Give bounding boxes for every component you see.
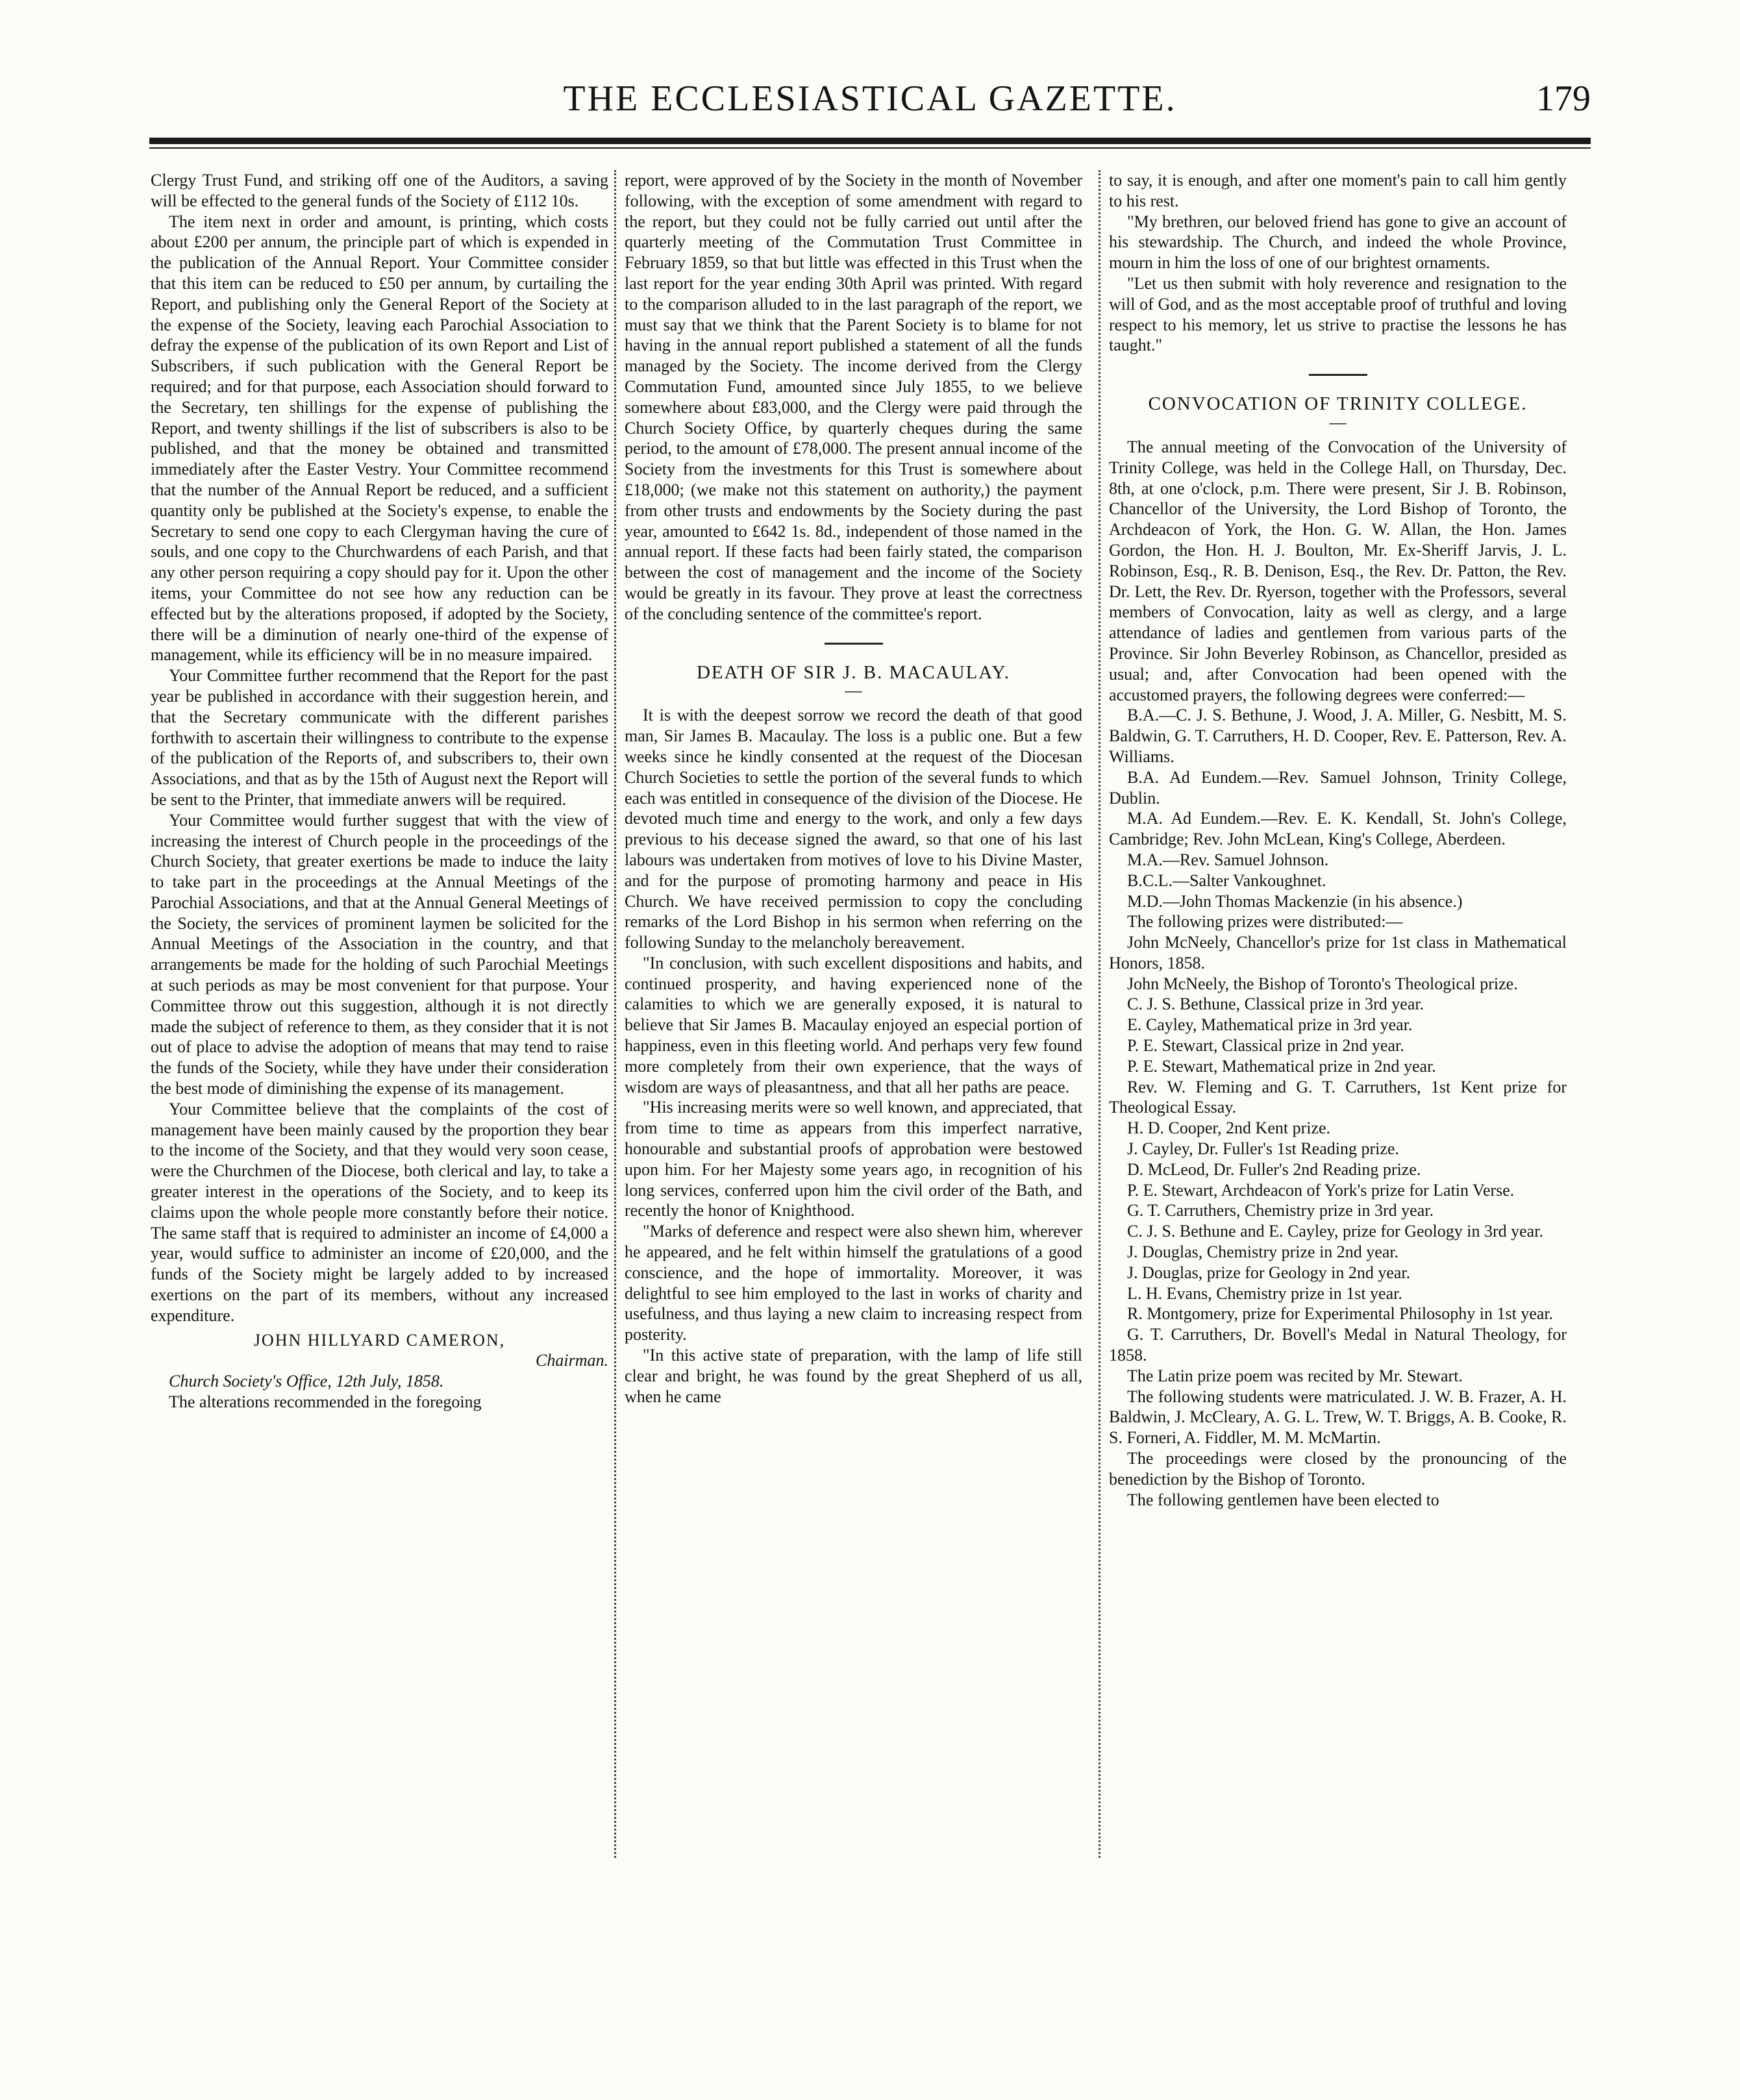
section-divider [825,643,883,645]
degree-item: B.C.L.—Salter Vankoughnet. [1127,871,1326,890]
degree-item: M.A. Ad Eundem.—Rev. E. K. Kendall, St. John's College, Cambridge; Rev. John McLean, King's College, Aberdeen. [1109,809,1567,849]
paragraph: Your Committee further recommend that the Report for the past year be published in accordance with their suggestion herein, and that the Secretary communicate with the different parishes forthwith to ascertain their willingness to contribute to the expense of the publication of the Reports of, and subscribers to, their own Associations, and that as by the 15th of August next the Report will be sent to the Printer, that immediate anwers will be required. [151,666,608,809]
degree-item: B.A. Ad Eundem.—Rev. Samuel Johnson, Trinity College, Dublin. [1109,767,1567,808]
paragraph: The following students were matriculated. J. W. B. Frazer, A. H. Baldwin, J. McCleary, A. G. L. Trew, W. T. Briggs, A. B. Cooke, R. S. Forneri, A. Fiddler, M. M. McMartin. [1109,1387,1567,1448]
degree-item: M.D.—John Thomas Mackenzie (in his absence.) [1127,891,1463,911]
paragraph: Your Committee believe that the complaints of the cost of management have been mainly caused by the proportion they bear to the income of the Society, and that they would very soon cease, were the Churchmen of the Diocese, both clerical and lay, to take a greater interest in the operations of the Society, and to keep its claims upon the whole people more constantly before their notice. The same staff that is required to administer an income of £4,000 a year, would suffice to administer an income of £20,000, and the funds of the Society might be largely added to by increased exertions on the part of its members, without any increased expenditure. [151,1099,608,1325]
prize-item: J. Douglas, prize for Geology in 2nd year. [1127,1263,1411,1282]
prize-item: John McNeely, Chancellor's prize for 1st class in Mathematical Honors, 1858. [1109,933,1567,972]
column-divider [614,170,616,1858]
prize-item: R. Montgomery, prize for Experimental Philosophy in 1st year. [1127,1304,1554,1324]
prize-item: J. Cayley, Dr. Fuller's 1st Reading prize. [1127,1139,1399,1159]
signature-office: Church Society's Office, 12th July, 1858. [169,1372,444,1391]
paragraph: The alterations recommended in the foregoing [169,1392,482,1412]
signature-name: JOHN HILLYARD CAMERON, [253,1330,506,1350]
paragraph: "Marks of deference and respect were also shewn him, wherever he appeared, and he felt within himself the gratulations of a good conscience, and the hope of immortality. Moreover, it was delightful to see him employed to the last in works of charity and usefulness, and thus laying a new claim to increasing respect from posterity. [625,1222,1082,1344]
paragraph: report, were approved of by the Society in the month of November following, with the exception of some amendment with regard to the report, but they could not be fully carried out until after the quarterly meeting of the Commutation Trust Committee in February 1859, so that but little was effected in this Trust when the last report for the year ending 30th April was printed. With regard to the comparison alluded to in the last paragraph of the report, we must say that we think that the Parent Society is to blame for not having in the annual report published a statement of all the funds managed by the Society. The income derived from the Clergy Commutation Fund, amounted since July 1855, to we believe somewhere about £83,000, and the Clergy were paid through the Church Society Office, by quarterly cheques during the same period, to the amount of £78,000. The present annual income of the Society from the investments for this Trust is somewhere about £18,000; (we make not this statement on authority,) the payment from other trusts and endowments by the Society during the past year, amounted to £642 1s. 8d., independent of those named in the annual report. If these facts had been fairly stated, the comparison between the cost of management and the income of the Society would be greatly in its favour. They prove at least the correctness of the concluding sentence of the committee's report. [625,171,1082,623]
column-divider [1099,170,1100,1858]
paragraph: The following gentlemen have been elected to [1127,1490,1439,1509]
prize-item: C. J. S. Bethune and E. Cayley, prize for Geology in 3rd year. [1127,1222,1543,1241]
prize-item: J. Douglas, Chemistry prize in 2nd year. [1127,1242,1399,1262]
degree-item: M.A.—Rev. Samuel Johnson. [1127,850,1329,869]
column-1 [151,170,608,1858]
heading-dash: — [845,681,862,700]
prize-item: L. H. Evans, Chemistry prize in 1st year. [1127,1283,1402,1303]
prize-item: D. McLeod, Dr. Fuller's 2nd Reading prize. [1127,1159,1421,1179]
paragraph: Your Committee would further suggest that with the view of increasing the interest of Church people in the proceedings of the Church Society, that greater exertions be made to induce the laity to take part in the proceedings at the Annual Meetings of the Parochial Associations, and that at the Annual General Meetings of the Society, the services of prominent laymen be solicited for the Annual Meetings of the Association in the country, and that arrangements be made for the holding of such Parochial Meetings at such periods as may be most convenient for that purpose. Your Committee throw out this suggestion, although it is not directly made the subject of reference to them, as they consider that it is not out of place to advise the adoption of means that may tend to raise the funds of the Society, while they have under their consideration the best mode of diminishing the expense of its management. [151,810,608,1098]
prize-list [1109,932,1567,1387]
section-heading: CONVOCATION OF TRINITY COLLEGE. [1148,393,1528,415]
prize-item: John McNeely, the Bishop of Toronto's Theological prize. [1127,974,1518,993]
paragraph: The proceedings were closed by the pronouncing of the benediction by the Bishop of Toronto. [1109,1449,1567,1489]
running-title: THE ECCLESIASTICAL GAZETTE. [563,79,1177,119]
prize-item: H. D. Cooper, 2nd Kent prize. [1127,1118,1331,1138]
page-header [149,78,1591,130]
paragraph: "My brethren, our beloved friend has gone to give an account of his stewardship. The Church, and indeed the whole Province, mourn in him the loss of one of our brightest ornaments. [1109,212,1567,273]
paragraph: "His increasing merits were so well known, and appreciated, that from time to time as appears from this imperfect narrative, honourable and substantial proofs of approbation were bestowed upon him. For her Majesty some years ago, in recognition of his long services, conferred upon him the civil order of the Bath, and recently the honor of Knighthood. [625,1098,1082,1220]
paragraph: The item next in order and amount, is printing, which costs about £200 per annum, the principle part of which is expended in the publication of the Annual Report. Your Committee consider that this item can be reduced to £50 per annum, by curtailing the Report, and publishing only the General Report of the Society at the expense of the Society, leaving each Parochial Association to defray the expense of the publication of its own Report and List of Subscribers, if such publication with the General Report be required; and for that purpose, each Association should forward to the Secretary, ten shillings for the expense of publishing the Report, and twenty shillings if the list of subscribers is also to be published, and that the money be obtained and transmitted immediately after the Easter Vestry. Your Committee recommend that the number of the Annual Report be reduced, and a sufficient quantity only be published at the Society's expense, to enable the Secretary to send one copy to each Clergyman having the cure of souls, and one copy to the Churchwardens of each Parish, and that any other person requiring a copy should pay for it. Upon the other items, your Committee do not see how any reduction can be effected but by the alterations proposed, if adopted by the Society, there will be a diminution of nearly one-third of the expense of management, while its efficiency will be in no measure impaired. [151,212,608,665]
header-rule-thick [149,138,1591,144]
prize-item: G. T. Carruthers, Dr. Bovell's Medal in Natural Theology, for 1858. [1109,1325,1567,1365]
degree-item: B.A.—C. J. S. Bethune, J. Wood, J. A. Miller, G. Nesbitt, M. S. Baldwin, G. T. Carruthers, H. D. Cooper, Rev. E. Patterson, Rev. A. Williams. [1109,706,1567,766]
section-divider [1309,374,1367,376]
page-number: 179 [1536,79,1591,119]
prize-item: C. J. S. Bethune, Classical prize in 3rd year. [1127,994,1424,1014]
paragraph: to say, it is enough, and after one moment's pain to call him gently to his rest. [1109,171,1567,210]
signature-role: Chairman. [536,1351,608,1370]
section-heading: DEATH OF SIR J. B. MACAULAY. [696,661,1011,683]
header-rule-thin [149,147,1591,149]
paragraph: Clergy Trust Fund, and striking off one of the Auditors, a saving will be effected to the general funds of the Society of £112 10s. [151,171,608,210]
paragraph: "In conclusion, with such excellent dispositions and habits, and continued prosperity, and having experienced none of the calamities to which we are generally exposed, it is natural to believe that Sir James B. Macaulay enjoyed an especial portion of happiness, even in this fleeting world. And perhaps very few found more completely from their own experience, that the ways of wisdom are ways of pleasantness, and that all her paths are peace. [625,953,1082,1096]
paragraph: "Let us then submit with holy reverence and resignation to the will of God, and as the most acceptable proof of truthful and loving respect to his memory, let us strive to practise the lessons he has taught." [1109,273,1567,355]
paragraph: The annual meeting of the Convocation of the University of Trinity College, was held in the College Hall, on Thursday, Dec. 8th, at one o'clock, p.m. There were present, Sir J. B. Robinson, Chancellor of the University, the Lord Bishop of Toronto, the Archdeacon of York, the Hon. G. W. Allan, the Hon. James Gordon, the Hon. H. J. Boulton, Mr. Ex-Sheriff Jarvis, J. L. Robinson, Esq., R. B. Denison, Esq., the Rev. Dr. Patton, the Rev. Dr. Lett, the Rev. Dr. Ryerson, together with the Professors, several members of Convocation, laity as well as clergy, and a large attendance of ladies and gentlemen from various parts of the Province. Sir John Beverley Robinson, as Chancellor, presided as usual; and, after Convocation had been opened with the accustomed prayers, the following degrees were conferred:— [1109,437,1567,704]
column-2 [625,170,1082,1858]
prize-item: P. E. Stewart, Mathematical prize in 2nd year. [1127,1056,1436,1076]
paragraph: It is with the deepest sorrow we record the death of that good man, Sir James B. Macaulay. The loss is a public one. But a few weeks since he kindly consented at the request of the Diocesan Church Societies to settle the portion of the several funds to which each was entitled in consequence of the division of the Diocese. He devoted much time and energy to the work, and only a few days previous to his decease signed the award, so that one of his last labours was undertaken from motives of love to his Divine Master, and for the purpose of promoting harmony and peace in His Church. We have received permission to copy the concluding remarks of the Lord Bishop in his sermon when referring on the following Sunday to the melancholy bereavement. [625,706,1082,952]
prize-item: Rev. W. Fleming and G. T. Carruthers, 1st Kent prize for Theological Essay. [1109,1077,1567,1117]
column-3 [1109,170,1567,1858]
paragraph: The following prizes were distributed:— [1127,912,1403,932]
prize-item: E. Cayley, Mathematical prize in 3rd year. [1127,1015,1413,1035]
prize-item: The Latin prize poem was recited by Mr. Stewart. [1127,1366,1463,1385]
prize-item: P. E. Stewart, Archdeacon of York's prize for Latin Verse. [1127,1180,1515,1200]
prize-item: G. T. Carruthers, Chemistry prize in 3rd year. [1127,1201,1434,1220]
heading-dash: — [1329,412,1347,432]
prize-item: P. E. Stewart, Classical prize in 2nd year. [1127,1036,1404,1056]
paragraph: "In this active state of preparation, with the lamp of life still clear and bright, he was found by the great Shepherd of us all, when he came [625,1346,1082,1406]
degree-list [1109,705,1567,911]
